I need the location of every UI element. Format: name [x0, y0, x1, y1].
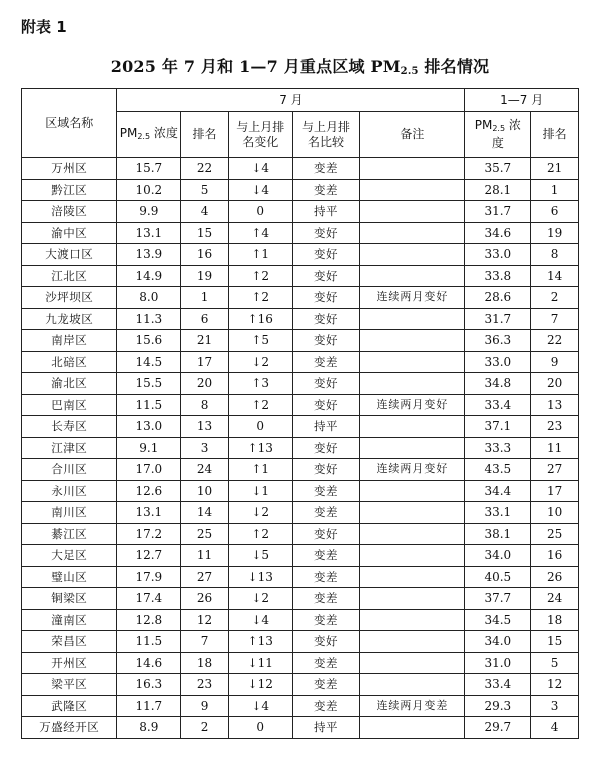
- note-cell: [360, 308, 465, 330]
- compare-cell: 变好: [292, 394, 360, 416]
- note-cell: [360, 717, 465, 739]
- compare-cell: 变好: [292, 437, 360, 459]
- header-pm-july: [117, 112, 181, 158]
- change-cell: 0: [228, 717, 292, 739]
- region-cell: 渝中区: [22, 222, 117, 244]
- region-cell: 万盛经开区: [22, 717, 117, 739]
- pm-cell: 14.9: [117, 265, 181, 287]
- pm-ytd-cell: 33.1: [465, 502, 531, 524]
- pm-ytd-prefix: PM: [474, 118, 493, 132]
- rank-ytd-cell: 7: [531, 308, 579, 330]
- rank-cell: 7: [181, 631, 229, 653]
- change-cell: ↑2: [228, 287, 292, 309]
- rank-ytd-cell: 8: [531, 244, 579, 266]
- pm-ytd-cell: 34.8: [465, 373, 531, 395]
- compare-cell: 变差: [292, 609, 360, 631]
- rank-ytd-cell: 16: [531, 545, 579, 567]
- pm-ytd-cell: 31.7: [465, 308, 531, 330]
- region-cell: 九龙坡区: [22, 308, 117, 330]
- pm-cell: 13.1: [117, 222, 181, 244]
- header-jan-jul: 1—7 月: [465, 89, 579, 112]
- rank-cell: 14: [181, 502, 229, 524]
- rank-cell: 23: [181, 674, 229, 696]
- note-cell: [360, 330, 465, 352]
- compare-cell: 持平: [292, 201, 360, 223]
- pm-ytd-cell: 28.6: [465, 287, 531, 309]
- table-body: [22, 158, 579, 739]
- change-cell: ↑3: [228, 373, 292, 395]
- rank-cell: 19: [181, 265, 229, 287]
- rank-ytd-cell: 18: [531, 609, 579, 631]
- pm-ytd-cell: 38.1: [465, 523, 531, 545]
- compare-cell: 变差: [292, 480, 360, 502]
- region-cell: 武隆区: [22, 695, 117, 717]
- pm-ytd-cell: 36.3: [465, 330, 531, 352]
- pm-ytd-cell: 33.0: [465, 244, 531, 266]
- change-cell: ↓13: [228, 566, 292, 588]
- change-cell: ↓12: [228, 674, 292, 696]
- table-row: [22, 631, 579, 653]
- header-compare: [292, 112, 360, 158]
- rank-ytd-cell: 22: [531, 330, 579, 352]
- pm-cell: 15.7: [117, 158, 181, 180]
- rank-ytd-cell: 20: [531, 373, 579, 395]
- pm-ytd-line2: 度: [491, 136, 504, 150]
- table-row: [22, 179, 579, 201]
- region-cell: 大足区: [22, 545, 117, 567]
- region-cell: 涪陵区: [22, 201, 117, 223]
- change-cell: ↓5: [228, 545, 292, 567]
- rank-cell: 10: [181, 480, 229, 502]
- rank-ytd-cell: 15: [531, 631, 579, 653]
- pm-cell: 12.8: [117, 609, 181, 631]
- rank-cell: 9: [181, 695, 229, 717]
- pm-cell: 12.6: [117, 480, 181, 502]
- rank-cell: 5: [181, 179, 229, 201]
- note-cell: [360, 416, 465, 438]
- pm-cell: 11.5: [117, 394, 181, 416]
- note-cell: [360, 631, 465, 653]
- note-cell: [360, 609, 465, 631]
- pm-cell: 17.9: [117, 566, 181, 588]
- rank-cell: 15: [181, 222, 229, 244]
- table-row: [22, 502, 579, 524]
- pm-ytd-cell: 28.1: [465, 179, 531, 201]
- change-line1: 与上月排: [236, 119, 285, 134]
- note-cell: [360, 545, 465, 567]
- pm-ytd-cell: 40.5: [465, 566, 531, 588]
- note-cell: [360, 437, 465, 459]
- pm-ytd-cell: 33.0: [465, 351, 531, 373]
- region-cell: 黔江区: [22, 179, 117, 201]
- region-cell: 南岸区: [22, 330, 117, 352]
- change-cell: ↑5: [228, 330, 292, 352]
- change-cell: ↓1: [228, 480, 292, 502]
- compare-cell: 变差: [292, 179, 360, 201]
- ranking-table: [21, 88, 579, 739]
- change-cell: ↓2: [228, 502, 292, 524]
- region-cell: 万州区: [22, 158, 117, 180]
- table-row: [22, 416, 579, 438]
- region-cell: 南川区: [22, 502, 117, 524]
- table-row: [22, 609, 579, 631]
- change-cell: ↓4: [228, 695, 292, 717]
- table-row: [22, 566, 579, 588]
- rank-ytd-cell: 2: [531, 287, 579, 309]
- note-cell: [360, 373, 465, 395]
- rank-ytd-cell: 12: [531, 674, 579, 696]
- appendix-label: 附表 1: [21, 18, 67, 36]
- pm-ytd-cell: 33.8: [465, 265, 531, 287]
- note-cell: [360, 652, 465, 674]
- pm-ytd-cell: 29.7: [465, 717, 531, 739]
- region-cell: 梁平区: [22, 674, 117, 696]
- rank-ytd-cell: 27: [531, 459, 579, 481]
- rank-cell: 13: [181, 416, 229, 438]
- change-cell: 0: [228, 416, 292, 438]
- change-cell: ↓4: [228, 158, 292, 180]
- compare-cell: 变好: [292, 330, 360, 352]
- pm-cell: 15.6: [117, 330, 181, 352]
- rank-ytd-cell: 17: [531, 480, 579, 502]
- rank-ytd-cell: 1: [531, 179, 579, 201]
- rank-ytd-cell: 3: [531, 695, 579, 717]
- table-row: [22, 588, 579, 610]
- table-row: [22, 373, 579, 395]
- note-cell: [360, 351, 465, 373]
- note-cell: 连续两月变好: [360, 394, 465, 416]
- header-note: 备注: [360, 112, 465, 158]
- rank-cell: 1: [181, 287, 229, 309]
- header-pm-ytd: [465, 112, 531, 158]
- rank-cell: 21: [181, 330, 229, 352]
- pm-ytd-cell: 37.1: [465, 416, 531, 438]
- rank-ytd-cell: 10: [531, 502, 579, 524]
- pm-suffix: 浓度: [150, 125, 178, 140]
- region-cell: 开州区: [22, 652, 117, 674]
- rank-cell: 17: [181, 351, 229, 373]
- change-cell: ↑13: [228, 437, 292, 459]
- compare-cell: 变差: [292, 695, 360, 717]
- change-cell: ↑13: [228, 631, 292, 653]
- region-cell: 北碚区: [22, 351, 117, 373]
- pm-cell: 14.6: [117, 652, 181, 674]
- rank-cell: 25: [181, 523, 229, 545]
- rank-ytd-cell: 23: [531, 416, 579, 438]
- pm-ytd-cell: 34.0: [465, 545, 531, 567]
- note-cell: [360, 158, 465, 180]
- pm-ytd-sub: 2.5: [492, 124, 506, 133]
- pm-ytd-cell: 29.3: [465, 695, 531, 717]
- pm-cell: 11.5: [117, 631, 181, 653]
- header-july: 7 月: [117, 89, 465, 112]
- page-title: [0, 54, 600, 77]
- change-line2: 名变化: [242, 134, 279, 149]
- rank-ytd-cell: 14: [531, 265, 579, 287]
- pm-ytd-cell: 33.4: [465, 674, 531, 696]
- rank-ytd-cell: 4: [531, 717, 579, 739]
- table-row: [22, 674, 579, 696]
- pm-cell: 8.9: [117, 717, 181, 739]
- region-cell: 潼南区: [22, 609, 117, 631]
- compare-cell: 变好: [292, 287, 360, 309]
- rank-ytd-cell: 21: [531, 158, 579, 180]
- table-row: [22, 351, 579, 373]
- compare-cell: 变差: [292, 674, 360, 696]
- note-cell: [360, 480, 465, 502]
- rank-cell: 8: [181, 394, 229, 416]
- table-row: [22, 287, 579, 309]
- region-cell: 荣昌区: [22, 631, 117, 653]
- compare-cell: 变好: [292, 265, 360, 287]
- table-row: [22, 330, 579, 352]
- rank-ytd-cell: 13: [531, 394, 579, 416]
- region-cell: 长寿区: [22, 416, 117, 438]
- rank-cell: 20: [181, 373, 229, 395]
- pm-ytd-cell: 37.7: [465, 588, 531, 610]
- pm-cell: 11.7: [117, 695, 181, 717]
- pm-ytd-cell: 31.0: [465, 652, 531, 674]
- compare-cell: 变差: [292, 502, 360, 524]
- region-cell: 沙坪坝区: [22, 287, 117, 309]
- pm-cell: 13.1: [117, 502, 181, 524]
- rank-ytd-cell: 26: [531, 566, 579, 588]
- pm-ytd-cell: 35.7: [465, 158, 531, 180]
- pm-cell: 9.1: [117, 437, 181, 459]
- pm-cell: 10.2: [117, 179, 181, 201]
- region-cell: 大渡口区: [22, 244, 117, 266]
- compare-cell: 变好: [292, 373, 360, 395]
- change-cell: ↓2: [228, 351, 292, 373]
- note-cell: 连续两月变好: [360, 287, 465, 309]
- rank-ytd-cell: 5: [531, 652, 579, 674]
- pm-cell: 15.5: [117, 373, 181, 395]
- header-change: [228, 112, 292, 158]
- compare-cell: 变好: [292, 523, 360, 545]
- pm-ytd-cell: 33.4: [465, 394, 531, 416]
- rank-ytd-cell: 24: [531, 588, 579, 610]
- compare-cell: 变差: [292, 652, 360, 674]
- note-cell: [360, 244, 465, 266]
- region-cell: 合川区: [22, 459, 117, 481]
- note-cell: [360, 588, 465, 610]
- compare-cell: 持平: [292, 416, 360, 438]
- compare-line2: 名比较: [307, 134, 344, 149]
- table-row: [22, 265, 579, 287]
- compare-cell: 变差: [292, 351, 360, 373]
- note-cell: [360, 523, 465, 545]
- rank-cell: 3: [181, 437, 229, 459]
- pm-sub: 2.5: [137, 131, 151, 141]
- rank-cell: 16: [181, 244, 229, 266]
- pm-cell: 13.9: [117, 244, 181, 266]
- pm-cell: 8.0: [117, 287, 181, 309]
- pm-ytd-cell: 31.7: [465, 201, 531, 223]
- region-cell: 永川区: [22, 480, 117, 502]
- note-cell: 连续两月变差: [360, 695, 465, 717]
- note-cell: [360, 179, 465, 201]
- pm-cell: 14.5: [117, 351, 181, 373]
- change-cell: ↑2: [228, 394, 292, 416]
- compare-cell: 变差: [292, 545, 360, 567]
- pm-ytd-cell: 34.5: [465, 609, 531, 631]
- rank-cell: 11: [181, 545, 229, 567]
- rank-cell: 22: [181, 158, 229, 180]
- region-cell: 江北区: [22, 265, 117, 287]
- pm-ytd-cell: 33.3: [465, 437, 531, 459]
- change-cell: ↓11: [228, 652, 292, 674]
- change-cell: ↓2: [228, 588, 292, 610]
- region-cell: 渝北区: [22, 373, 117, 395]
- table-row: [22, 695, 579, 717]
- rank-cell: 12: [181, 609, 229, 631]
- rank-ytd-cell: 11: [531, 437, 579, 459]
- rank-cell: 24: [181, 459, 229, 481]
- note-cell: 连续两月变好: [360, 459, 465, 481]
- table-row: [22, 523, 579, 545]
- compare-cell: 变差: [292, 158, 360, 180]
- pm-cell: 17.2: [117, 523, 181, 545]
- compare-cell: 变好: [292, 631, 360, 653]
- change-cell: ↓4: [228, 179, 292, 201]
- table-row: [22, 717, 579, 739]
- pm-cell: 16.3: [117, 674, 181, 696]
- pm-cell: 17.4: [117, 588, 181, 610]
- pm-cell: 17.0: [117, 459, 181, 481]
- compare-cell: 变好: [292, 459, 360, 481]
- header-region: 区域名称: [22, 89, 117, 158]
- compare-cell: 变好: [292, 308, 360, 330]
- table-row: [22, 437, 579, 459]
- compare-cell: 持平: [292, 717, 360, 739]
- compare-cell: 变差: [292, 566, 360, 588]
- pm-ytd-cell: 34.4: [465, 480, 531, 502]
- table-row: [22, 459, 579, 481]
- rank-ytd-cell: 6: [531, 201, 579, 223]
- title-prefix: 2025 年 7 月和 1—7 月重点区域 PM: [110, 57, 401, 76]
- change-cell: ↓4: [228, 609, 292, 631]
- pm-cell: 9.9: [117, 201, 181, 223]
- note-cell: [360, 674, 465, 696]
- rank-ytd-cell: 25: [531, 523, 579, 545]
- compare-line1: 与上月排: [301, 119, 350, 134]
- pm-ytd-cell: 34.0: [465, 631, 531, 653]
- region-cell: 巴南区: [22, 394, 117, 416]
- note-cell: [360, 201, 465, 223]
- rank-cell: 26: [181, 588, 229, 610]
- table-row: [22, 222, 579, 244]
- rank-cell: 6: [181, 308, 229, 330]
- title-subscript: 2.5: [400, 66, 419, 77]
- table-row: [22, 480, 579, 502]
- rank-cell: 27: [181, 566, 229, 588]
- compare-cell: 变好: [292, 222, 360, 244]
- table-row: [22, 158, 579, 180]
- pm-cell: 11.3: [117, 308, 181, 330]
- note-cell: [360, 265, 465, 287]
- rank-ytd-cell: 9: [531, 351, 579, 373]
- pm-ytd-cell: 34.6: [465, 222, 531, 244]
- note-cell: [360, 502, 465, 524]
- pm-cell: 12.7: [117, 545, 181, 567]
- change-cell: ↑2: [228, 265, 292, 287]
- change-cell: ↑4: [228, 222, 292, 244]
- region-cell: 铜梁区: [22, 588, 117, 610]
- change-cell: ↑1: [228, 244, 292, 266]
- compare-cell: 变差: [292, 588, 360, 610]
- table-row: [22, 244, 579, 266]
- rank-cell: 2: [181, 717, 229, 739]
- region-cell: 江津区: [22, 437, 117, 459]
- table-row: [22, 201, 579, 223]
- table-row: [22, 308, 579, 330]
- note-cell: [360, 566, 465, 588]
- pm-ytd-suffix: 浓: [505, 118, 521, 132]
- change-cell: ↑2: [228, 523, 292, 545]
- region-cell: 璧山区: [22, 566, 117, 588]
- rank-cell: 18: [181, 652, 229, 674]
- change-cell: ↑16: [228, 308, 292, 330]
- table-row: [22, 545, 579, 567]
- pm-cell: 13.0: [117, 416, 181, 438]
- rank-ytd-cell: 19: [531, 222, 579, 244]
- note-cell: [360, 222, 465, 244]
- header-rank-ytd: 排名: [531, 112, 579, 158]
- pm-ytd-cell: 43.5: [465, 459, 531, 481]
- region-cell: 綦江区: [22, 523, 117, 545]
- pm-prefix: PM: [119, 125, 138, 140]
- change-cell: ↑1: [228, 459, 292, 481]
- compare-cell: 变好: [292, 244, 360, 266]
- change-cell: 0: [228, 201, 292, 223]
- table-row: [22, 652, 579, 674]
- rank-cell: 4: [181, 201, 229, 223]
- title-suffix: 排名情况: [418, 57, 490, 76]
- table-row: [22, 394, 579, 416]
- header-rank-july: 排名: [181, 112, 229, 158]
